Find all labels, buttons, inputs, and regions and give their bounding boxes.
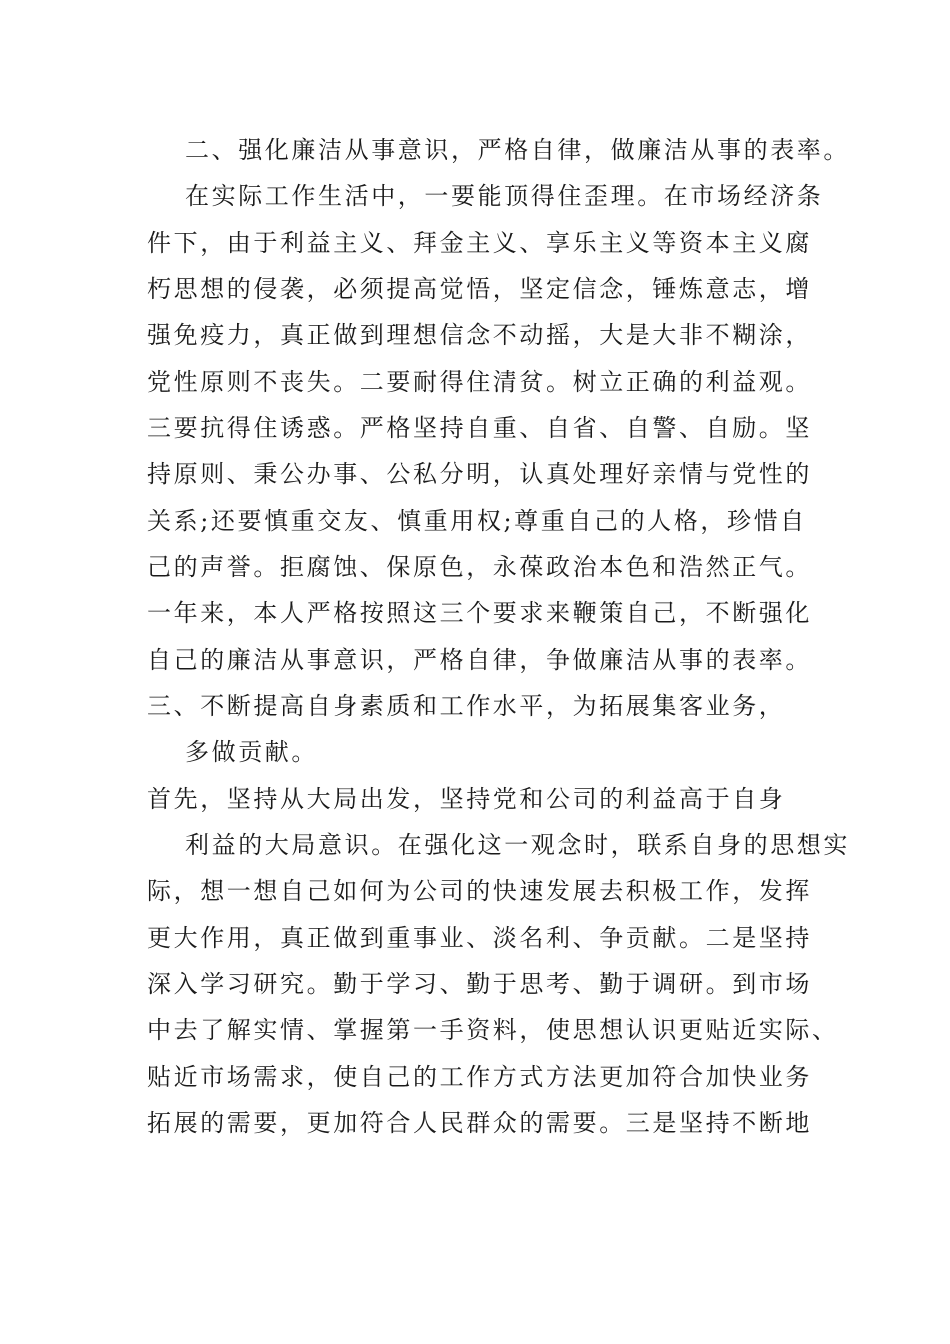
paragraph-line: 己的声誉。拒腐蚀、保原色，永葆政治本色和浩然正气。: [147, 553, 812, 581]
section-heading-2: 二、强化廉洁从事意识，严格自律，做廉洁从事的表率。: [185, 136, 850, 164]
paragraph-line: 件下，由于利益主义、拜金主义、享乐主义等资本主义腐: [147, 229, 812, 257]
paragraph-line: 三、不断提高自身素质和工作水平，为拓展集客业务，: [147, 692, 786, 720]
paragraph-line: 三要抗得住诱惑。严格坚持自重、自省、自警、自励。坚: [147, 414, 812, 442]
paragraph-line: 贴近市场需求，使自己的工作方式方法更加符合加快业务: [147, 1063, 812, 1091]
section-heading-3-cont: 首先，坚持从大局出发，坚持党和公司的利益高于自身: [147, 785, 786, 813]
paragraph-line: 深入学习研究。勤于学习、勤于思考、勤于调研。到市场: [147, 970, 812, 998]
paragraph-line: 际，想一想自己如何为公司的快速发展去积极工作，发挥: [147, 877, 812, 905]
paragraph-line: 一年来，本人严格按照这三个要求来鞭策自己，不断强化: [147, 599, 812, 627]
paragraph-line: 党性原则不丧失。二要耐得住清贫。树立正确的利益观。: [147, 368, 812, 396]
section-heading-3: 多做贡献。: [185, 738, 318, 766]
paragraph-line: 利益的大局意识。在强化这一观念时，联系自身的思想实: [185, 831, 850, 859]
paragraph-line: 在实际工作生活中，一要能顶得住歪理。在市场经济条: [185, 182, 824, 210]
paragraph-line: 中去了解实情、掌握第一手资料，使思想认识更贴近实际、: [147, 1016, 839, 1044]
paragraph-line: 拓展的需要，更加符合人民群众的需要。三是坚持不断地: [147, 1109, 812, 1137]
paragraph-line: 强免疫力，真正做到理想信念不动摇，大是大非不糊涂，: [147, 321, 812, 349]
paragraph-line: 朽思想的侵袭，必须提高觉悟，坚定信念，锤炼意志，增: [147, 275, 812, 303]
paragraph-line: 持原则、秉公办事、公私分明，认真处理好亲情与党性的: [147, 460, 812, 488]
paragraph-line: 关系;还要慎重交友、慎重用权;尊重自己的人格，珍惜自: [147, 507, 807, 535]
paragraph-line: 更大作用，真正做到重事业、淡名利、争贡献。二是坚持: [147, 924, 812, 952]
paragraph-line: 自己的廉洁从事意识，严格自律，争做廉洁从事的表率。: [147, 646, 812, 674]
